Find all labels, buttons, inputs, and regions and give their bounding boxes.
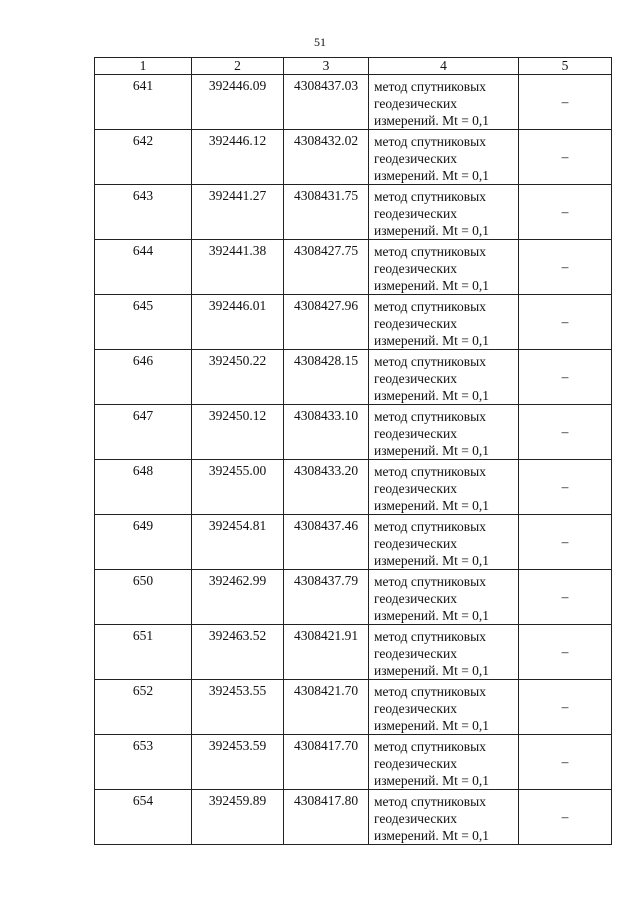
method-line: измерений. Mt = 0,1 (374, 773, 490, 788)
method-line: измерений. Mt = 0,1 (374, 663, 490, 678)
x-coordinate-cell: 392453.55 (192, 680, 284, 735)
table-row (95, 570, 612, 625)
header-col-3: 3 (284, 58, 369, 75)
method-line: метод спутниковых (374, 79, 486, 94)
table-row (95, 350, 612, 405)
coordinates-table (94, 57, 612, 845)
table-row (95, 625, 612, 680)
note-cell: – (519, 185, 612, 240)
note-cell: – (519, 735, 612, 790)
note-cell: – (519, 405, 612, 460)
method-line: метод спутниковых (374, 794, 486, 809)
method-line: метод спутниковых (374, 519, 486, 534)
method-line: метод спутниковых (374, 574, 486, 589)
table-header-row (95, 58, 612, 75)
x-coordinate-cell: 392450.22 (192, 350, 284, 405)
method-cell (369, 625, 519, 680)
method-line: геодезических (374, 536, 457, 551)
x-coordinate-cell: 392454.81 (192, 515, 284, 570)
note-cell: – (519, 130, 612, 185)
method-line: геодезических (374, 701, 457, 716)
method-line: измерений. Mt = 0,1 (374, 608, 490, 623)
y-coordinate-cell: 4308428.15 (284, 350, 369, 405)
point-number-cell: 645 (95, 295, 192, 350)
method-line: измерений. Mt = 0,1 (374, 553, 490, 568)
table-row (95, 405, 612, 460)
method-line: геодезических (374, 96, 457, 111)
x-coordinate-cell: 392441.38 (192, 240, 284, 295)
y-coordinate-cell: 4308421.70 (284, 680, 369, 735)
y-coordinate-cell: 4308433.20 (284, 460, 369, 515)
page-number: 51 (314, 35, 326, 49)
y-coordinate-cell: 4308421.91 (284, 625, 369, 680)
table-row (95, 790, 612, 845)
method-line: метод спутниковых (374, 134, 486, 149)
table-row (95, 295, 612, 350)
point-number-cell: 642 (95, 130, 192, 185)
method-line: геодезических (374, 811, 457, 826)
method-cell (369, 240, 519, 295)
method-line: геодезических (374, 591, 457, 606)
y-coordinate-cell: 4308437.46 (284, 515, 369, 570)
method-line: измерений. Mt = 0,1 (374, 828, 490, 843)
x-coordinate-cell: 392446.12 (192, 130, 284, 185)
method-line: геодезических (374, 371, 457, 386)
method-line: измерений. Mt = 0,1 (374, 718, 490, 733)
method-line: измерений. Mt = 0,1 (374, 443, 490, 458)
method-cell (369, 680, 519, 735)
table-row (95, 75, 612, 130)
method-line: метод спутниковых (374, 299, 486, 314)
method-line: метод спутниковых (374, 629, 486, 644)
method-line: измерений. Mt = 0,1 (374, 388, 490, 403)
table-row (95, 515, 612, 570)
method-line: геодезических (374, 426, 457, 441)
y-coordinate-cell: 4308417.80 (284, 790, 369, 845)
note-cell: – (519, 790, 612, 845)
method-line: измерений. Mt = 0,1 (374, 498, 490, 513)
y-coordinate-cell: 4308427.75 (284, 240, 369, 295)
y-coordinate-cell: 4308433.10 (284, 405, 369, 460)
x-coordinate-cell: 392459.89 (192, 790, 284, 845)
x-coordinate-cell: 392441.27 (192, 185, 284, 240)
table-row (95, 460, 612, 515)
table-row (95, 240, 612, 295)
method-cell (369, 515, 519, 570)
note-cell: – (519, 515, 612, 570)
table-row (95, 130, 612, 185)
method-cell (369, 295, 519, 350)
point-number-cell: 649 (95, 515, 192, 570)
point-number-cell: 653 (95, 735, 192, 790)
method-cell (369, 130, 519, 185)
method-line: метод спутниковых (374, 409, 486, 424)
method-line: геодезических (374, 206, 457, 221)
x-coordinate-cell: 392446.09 (192, 75, 284, 130)
method-line: геодезических (374, 316, 457, 331)
method-cell (369, 185, 519, 240)
point-number-cell: 651 (95, 625, 192, 680)
x-coordinate-cell: 392446.01 (192, 295, 284, 350)
x-coordinate-cell: 392455.00 (192, 460, 284, 515)
x-coordinate-cell: 392453.59 (192, 735, 284, 790)
x-coordinate-cell: 392450.12 (192, 405, 284, 460)
method-cell (369, 570, 519, 625)
table-row (95, 735, 612, 790)
method-line: метод спутниковых (374, 354, 486, 369)
method-line: метод спутниковых (374, 244, 486, 259)
point-number-cell: 654 (95, 790, 192, 845)
method-line: измерений. Mt = 0,1 (374, 168, 490, 183)
table-row (95, 680, 612, 735)
method-line: геодезических (374, 151, 457, 166)
table-body (95, 75, 612, 845)
y-coordinate-cell: 4308427.96 (284, 295, 369, 350)
method-line: метод спутниковых (374, 739, 486, 754)
method-line: геодезических (374, 646, 457, 661)
method-cell (369, 405, 519, 460)
note-cell: – (519, 680, 612, 735)
point-number-cell: 648 (95, 460, 192, 515)
note-cell: – (519, 570, 612, 625)
method-line: измерений. Mt = 0,1 (374, 333, 490, 348)
note-cell: – (519, 295, 612, 350)
note-cell: – (519, 350, 612, 405)
y-coordinate-cell: 4308437.79 (284, 570, 369, 625)
method-line: измерений. Mt = 0,1 (374, 223, 490, 238)
point-number-cell: 644 (95, 240, 192, 295)
method-cell (369, 790, 519, 845)
x-coordinate-cell: 392463.52 (192, 625, 284, 680)
method-cell (369, 350, 519, 405)
method-line: метод спутниковых (374, 684, 486, 699)
method-line: метод спутниковых (374, 189, 486, 204)
x-coordinate-cell: 392462.99 (192, 570, 284, 625)
table-row (95, 185, 612, 240)
point-number-cell: 650 (95, 570, 192, 625)
method-line: геодезических (374, 756, 457, 771)
point-number-cell: 646 (95, 350, 192, 405)
note-cell: – (519, 75, 612, 130)
method-cell (369, 460, 519, 515)
note-cell: – (519, 240, 612, 295)
header-col-5: 5 (519, 58, 612, 75)
y-coordinate-cell: 4308432.02 (284, 130, 369, 185)
y-coordinate-cell: 4308437.03 (284, 75, 369, 130)
point-number-cell: 643 (95, 185, 192, 240)
note-cell: – (519, 460, 612, 515)
y-coordinate-cell: 4308417.70 (284, 735, 369, 790)
method-cell (369, 735, 519, 790)
method-line: метод спутниковых (374, 464, 486, 479)
method-cell (369, 75, 519, 130)
method-line: измерений. Mt = 0,1 (374, 278, 490, 293)
point-number-cell: 641 (95, 75, 192, 130)
header-col-1: 1 (95, 58, 192, 75)
header-col-4: 4 (369, 58, 519, 75)
point-number-cell: 647 (95, 405, 192, 460)
header-col-2: 2 (192, 58, 284, 75)
method-line: геодезических (374, 481, 457, 496)
y-coordinate-cell: 4308431.75 (284, 185, 369, 240)
note-cell: – (519, 625, 612, 680)
method-line: измерений. Mt = 0,1 (374, 113, 490, 128)
point-number-cell: 652 (95, 680, 192, 735)
method-line: геодезических (374, 261, 457, 276)
